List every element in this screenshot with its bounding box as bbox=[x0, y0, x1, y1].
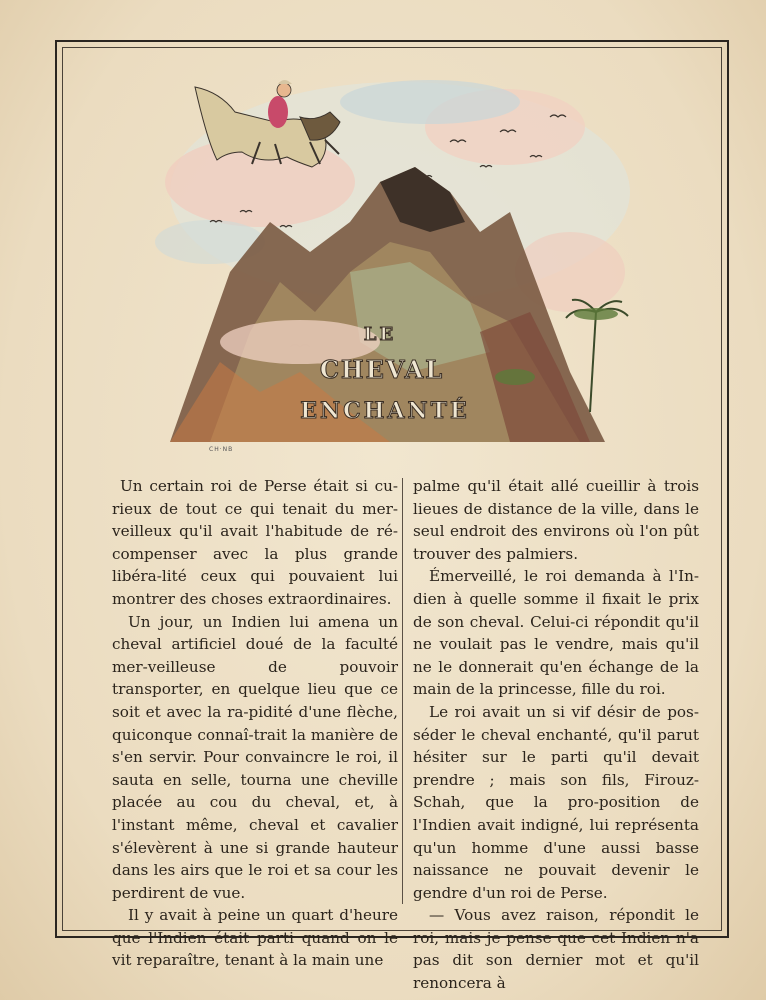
title-illustration bbox=[150, 72, 630, 452]
illustration-title-le: LE bbox=[363, 324, 397, 345]
paragraph: palme qu'il était allé cueillir à trois lieues de distance de la ville, dans le seul endroit des environs où l'on pût trouver des palmiers. bbox=[413, 477, 699, 563]
text-column-left bbox=[112, 475, 398, 972]
paragraph: Le roi avait un si vif désir de pos-séder le cheval enchanté, qu'il parut hésiter sur le parti qu'il devait prendre ; mais son fils, Firouz-Schah, que la pro-position de l'Indien avait indigné, lui représenta qu'un homme d'une aussi basse naissance ne pouvait devenir le gendre d'un roi de Perse. bbox=[413, 702, 699, 902]
paragraph: Il y avait à peine un quart d'heure que l'Indien était parti quand on le vit reparaître, tenant à la main une bbox=[112, 906, 398, 970]
text-column-right bbox=[413, 475, 699, 995]
illustration-title-cheval: CHEVAL bbox=[319, 355, 445, 384]
paragraph: — Vous avez raison, répondit le roi, mais je pense que cet Indien n'a pas dit son dernier mot et qu'il renoncera à bbox=[413, 906, 699, 993]
paragraph: Un jour, un Indien lui amena un cheval artificiel doué de la faculté mer-veilleuse de pouvoir transporter, en quelque lieu que ce soit et avec la ra-pidité d'une flèche, quiconque connaî-trait la manière de s'en servir. Pour convaincre le roi, il sauta en selle, tourna une cheville placée au cou du cheval, et, à l'instant même, cheval et cavalier s'élevèrent à une si grande hauteur dans les airs que le roi et sa cour les perdirent de vue. bbox=[112, 612, 398, 902]
blue-cloud bbox=[340, 80, 520, 124]
paragraph: Émerveillé, le roi demanda à l'In-dien à quelle somme il fixait le prix de son cheval. Celui-ci répondit qu'il ne voulait pas le vendre, mais qu'il ne le donnerait qu'en échange de la main de la princesse, fille du roi. bbox=[413, 567, 699, 699]
illustration-title-enchante: ENCHANTÉ bbox=[300, 398, 470, 424]
paragraph: Un certain roi de Perse était si cu-rieux de tout ce qui tenait du mer-veilleux qu'il avait l'habitude de ré-compenser avec la plus grande libéra-lité ceux qui pouvaient lui montrer des choses extraordinaires. bbox=[112, 477, 398, 608]
column-divider bbox=[402, 478, 403, 904]
artist-signature: CH·NB bbox=[209, 446, 234, 453]
